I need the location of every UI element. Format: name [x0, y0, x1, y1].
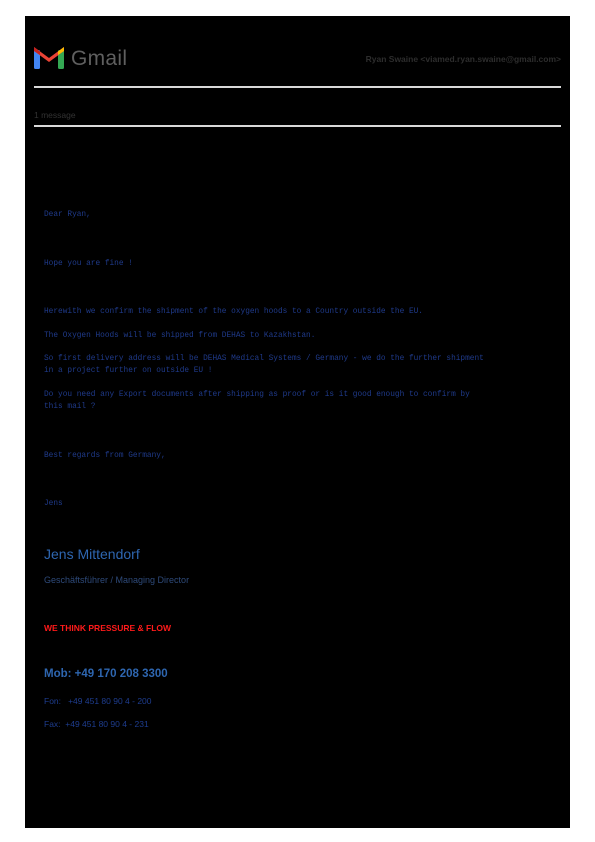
closing: Best regards from Germany, [44, 452, 166, 460]
signoff: Jens [44, 500, 63, 508]
gmail-logo-icon [33, 44, 65, 70]
body-line-4b: in a project further on outside EU ! [44, 367, 213, 375]
signature-name: Jens Mittendorf [44, 546, 140, 562]
email-page [25, 16, 570, 828]
message-count: 1 message [34, 110, 76, 120]
body-line-1: Hope you are fine ! [44, 260, 133, 268]
sender-address[interactable]: Ryan Swaine <viamed.ryan.swaine@gmail.com> [365, 54, 561, 64]
body-line-3: The Oxygen Hoods will be shipped from DEHAS to Kazakhstan. [44, 332, 316, 340]
body-line-2: Herewith we confirm the shipment of the oxygen hoods to a Country outside the EU. [44, 308, 423, 316]
greeting: Dear Ryan, [44, 211, 91, 219]
phone-number[interactable]: Fon: +49 451 80 90 4 - 200 [44, 696, 152, 706]
body-line-5b: this mail ? [44, 403, 96, 411]
company-slogan: WE THINK PRESSURE & FLOW [44, 623, 172, 633]
body-line-4a: So first delivery address will be DEHAS Medical Systems / Germany - we do the further shipment [44, 355, 484, 363]
gmail-logo-text: Gmail [71, 47, 128, 70]
body-line-5a: Do you need any Export documents after shipping as proof or is it good enough to confirm by [44, 391, 470, 399]
mobile-number[interactable]: Mob: +49 170 208 3300 [44, 668, 168, 680]
header-divider [34, 86, 561, 88]
thread-divider [34, 125, 561, 127]
signature-title: Geschäftsführer / Managing Director [44, 575, 190, 585]
fax-number: Fax: +49 451 80 90 4 - 231 [44, 719, 149, 729]
